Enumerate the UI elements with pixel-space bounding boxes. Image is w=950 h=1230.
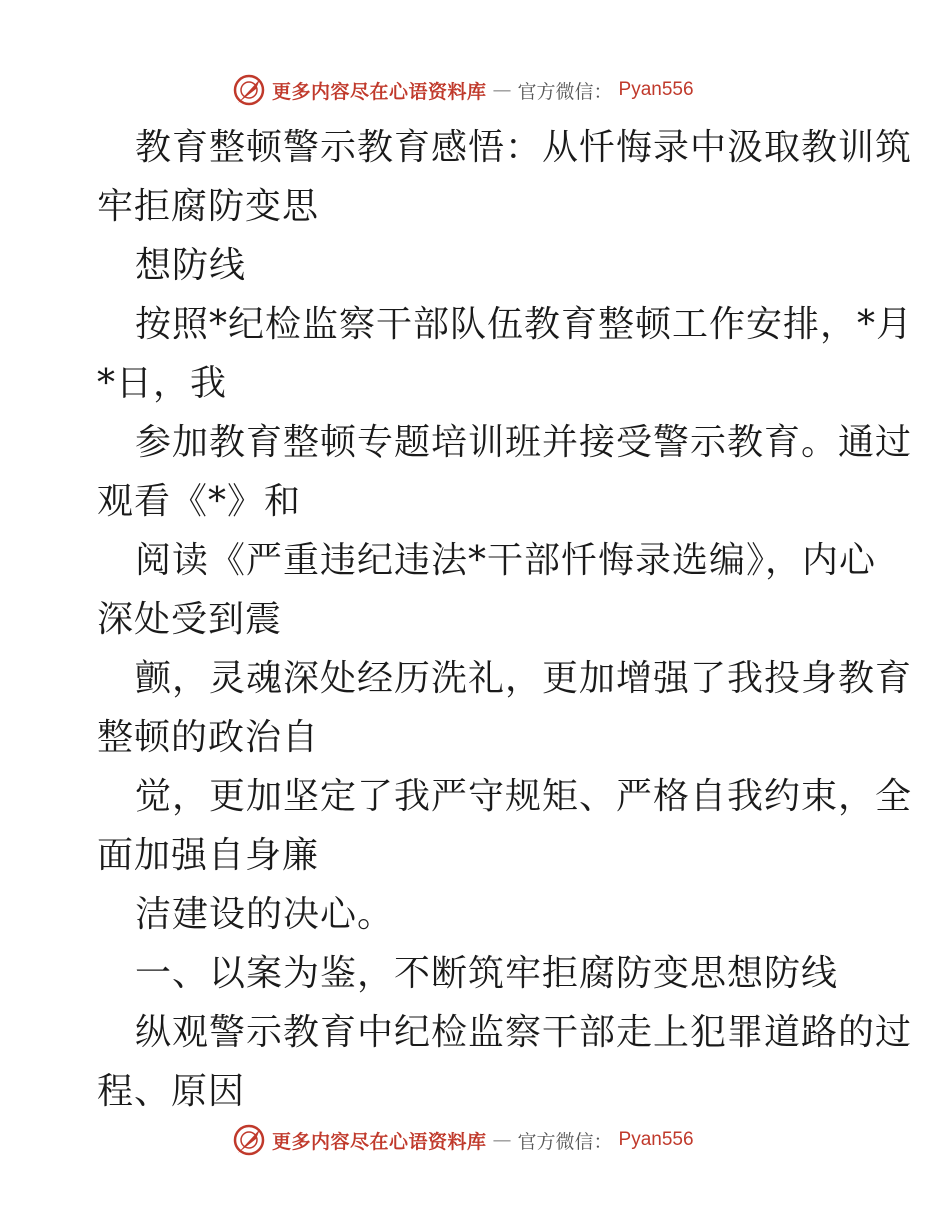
quill-logo-icon [232,73,266,107]
watermark-wechat-label: 官方微信： [517,1130,613,1153]
text-line: 按照*纪检监察干部队伍教育整顿工作安排，*月 [135,304,914,345]
document-body [97,118,914,1121]
text-line: 整顿的政治自 [97,717,320,758]
text-line: 参加教育整顿专题培训班并接受警示教育。通过 [135,422,913,463]
watermark-text: 更多内容尽在心语资料库 [272,80,487,103]
watermark-wechat-id: Pyan556 [618,1129,694,1150]
text-line: 深处受到震 [97,599,283,640]
text-line: 想防线 [135,245,247,286]
watermark-dash: — [492,79,512,101]
text-line: 牢拒腐防变思 [97,186,320,227]
header-watermark [232,70,694,110]
watermark-text: 更多内容尽在心语资料库 [272,1130,487,1153]
footer-watermark [232,1120,694,1160]
text-line: 洁建设的决心。 [135,894,395,935]
text-line: 观看《*》和 [97,481,302,522]
text-line: 阅读《严重违纪违法*干部忏悔录选编》，内心 [135,540,877,581]
text-line: 觉，更加坚定了我严守规矩、严格自我约束，全 [135,776,913,817]
text-line: 颤，灵魂深处经历洗礼，更加增强了我投身教育 [135,658,913,699]
watermark-wechat-id: Pyan556 [618,79,694,100]
text-line: 纵观警示教育中纪检监察干部走上犯罪道路的过 [135,1012,913,1053]
text-line: 教育整顿警示教育感悟：从忏悔录中汲取教训筑 [135,127,913,168]
quill-logo-icon [232,1123,266,1157]
text-line: 面加强自身廉 [97,835,320,876]
watermark-dash: — [492,1129,512,1151]
text-line: 程、原因 [97,1071,246,1112]
text-line: 一、以案为鉴，不断筑牢拒腐防变思想防线 [135,953,839,994]
text-line: *日，我 [97,363,228,404]
watermark-wechat-label: 官方微信： [517,80,613,103]
